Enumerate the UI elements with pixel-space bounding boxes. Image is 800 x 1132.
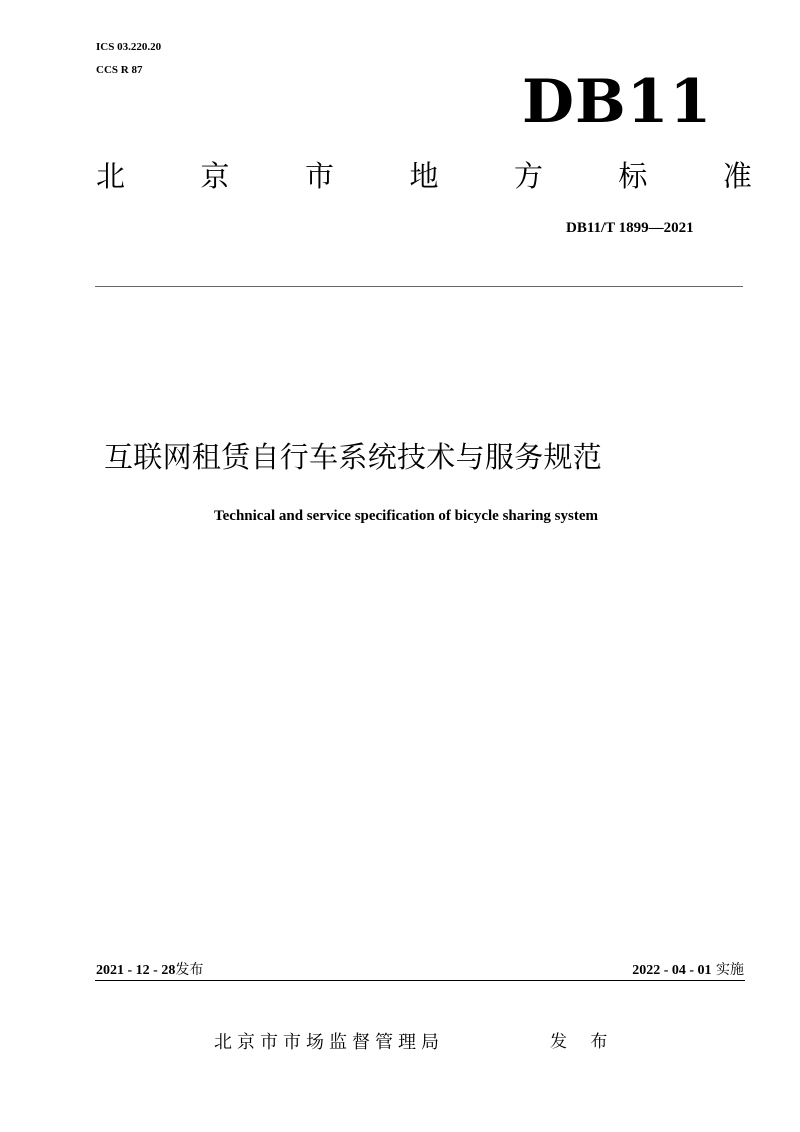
standard-type-char: 北 <box>96 159 126 193</box>
ccs-code: CCS R 87 <box>96 64 143 76</box>
standard-type <box>96 156 752 196</box>
implement-label: 实施 <box>716 962 744 978</box>
standard-type-char: 市 <box>304 159 334 193</box>
standard-type-char: 地 <box>409 159 439 193</box>
standard-number: DB11/T 1899—2021 <box>566 220 694 236</box>
title-chinese: 互联网租赁自行车系统技术与服务规范 <box>104 440 603 474</box>
header-divider <box>95 286 743 287</box>
title-english: Technical and service specification of bicycle sharing system <box>214 508 598 524</box>
implement-date: 2022 - 04 - 01 <box>632 963 712 978</box>
standard-type-char: 准 <box>722 159 752 193</box>
standard-type-char: 方 <box>513 159 543 193</box>
ics-code: ICS 03.220.20 <box>96 41 162 53</box>
publisher-name: 北京市市场监督管理局 <box>214 1032 444 1053</box>
issue-date-line <box>96 960 203 981</box>
date-divider <box>95 980 745 981</box>
standard-type-char: 京 <box>200 159 230 193</box>
publish-label: 发 布 <box>550 1032 617 1052</box>
standard-type-char: 标 <box>618 159 648 193</box>
issue-date: 2021 - 12 - 28 <box>96 963 176 978</box>
standard-logo: DB11 <box>522 67 713 137</box>
implement-date-line <box>632 960 744 981</box>
issue-label: 发布 <box>175 962 204 978</box>
